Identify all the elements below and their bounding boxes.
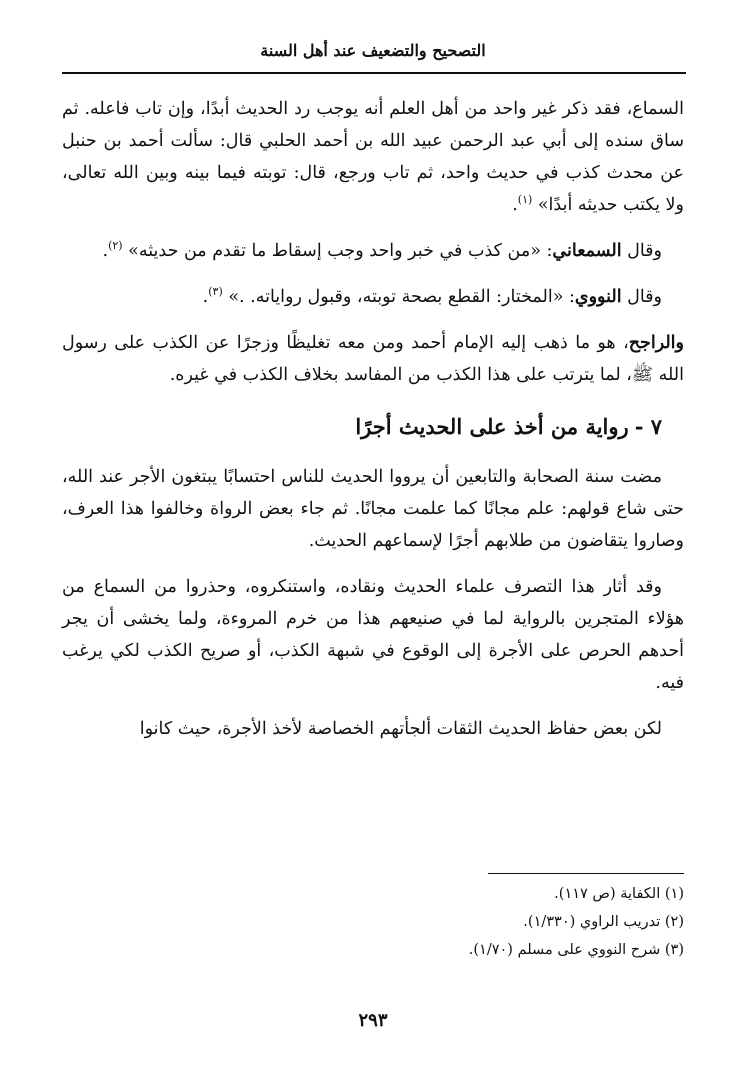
footnote: (٢) تدريب الراوي (١/٣٣٠).: [523, 914, 684, 930]
footnote-divider: [488, 873, 684, 874]
page-number: ٢٩٣: [358, 1010, 388, 1031]
paragraph-text: : «من كذب في خبر واحد وجب إسقاط ما تقدم من حديثه»: [122, 241, 553, 261]
paragraph-end: .: [102, 241, 109, 261]
footnote: (٣) شرح النووي على مسلم (١/٧٠).: [468, 942, 684, 958]
paragraph-prefix: وقال: [621, 287, 662, 307]
footnote: (١) الكفاية (ص ١١٧).: [554, 886, 684, 902]
footnote-ref: (٣): [208, 285, 223, 299]
running-header: التصحيح والتضعيف عند أهل السنة: [260, 41, 486, 60]
paragraph: [62, 281, 684, 313]
paragraph-text: السماع، فقد ذكر غير واحد من أهل العلم أنه يوجب رد الحديث أبدًا، وإن تاب فاعله. ثم ساق سنده إلى أبي عبد الرحمن عبيد الله بن أحمد الحلبي قال: سألت أحمد بن حنبل عن محدث كذب في حديث واحد، ثم تاب ورجع، قال: توبته فيما بينه وبين الله تعالى، ولا يكتب حديثه أبدًا»: [62, 99, 684, 215]
header-divider: [62, 72, 686, 74]
footnotes: [62, 880, 684, 964]
paragraph-end: .: [512, 195, 518, 215]
paragraph-lead: والراجح: [628, 333, 684, 353]
paragraph-end: .: [202, 287, 209, 307]
paragraph: [62, 235, 684, 267]
footnote-ref: (١): [517, 193, 533, 207]
paragraph: مضت سنة الصحابة والتابعين أن يرووا الحديث للناس احتسابًا يبتغون الأجر عند الله، حتى شاع قولهم: علم مجانًا كما علمت مجانًا. ثم جاء بعض الرواة وخالفوا هذا العرف، وصاروا يتقاضون من طلابهم أجرًا لإسماعهم الحديث.: [62, 467, 684, 551]
paragraph: لكن بعض حفاظ الحديث الثقات ألجأتهم الخصاصة لأخذ الأجرة، حيث كانوا: [139, 719, 662, 739]
paragraph: [62, 93, 684, 221]
paragraph: [62, 327, 684, 391]
footnote-ref: (٢): [108, 239, 123, 253]
scholar-name: السمعاني: [552, 241, 622, 261]
scholar-name: النووي: [574, 287, 622, 307]
paragraph-text: : «المختار: القطع بصحة توبته، وقبول رواياته. .»: [222, 287, 575, 307]
paragraph: وقد أثار هذا التصرف علماء الحديث ونقاده، واستنكروه، وحذروا من السماع من هؤلاء المتجرين بالرواية لما في صنيعهم هذا من خرم المروءة، ولما يخشى أن يجر أحدهم الحرص على الأجرة إلى الوقوع في شبهة الكذب، أو صريح الكذب لكي يرغب فيه.: [62, 577, 684, 693]
section-title-text: رواية من أخذ على الحديث أجرًا: [355, 414, 629, 439]
main-text: [62, 93, 684, 759]
paragraph-text: ، هو ما ذهب إليه الإمام أحمد ومن معه تغليظًا وزجرًا عن الكذب على رسول الله ﷺ، لما يترتب على هذا الكذب من المفاسد بخلاف الكذب في غيره.: [62, 333, 684, 385]
section-heading: [62, 411, 684, 443]
section-number: ٧ -: [634, 414, 662, 439]
paragraph-prefix: وقال: [621, 241, 662, 261]
